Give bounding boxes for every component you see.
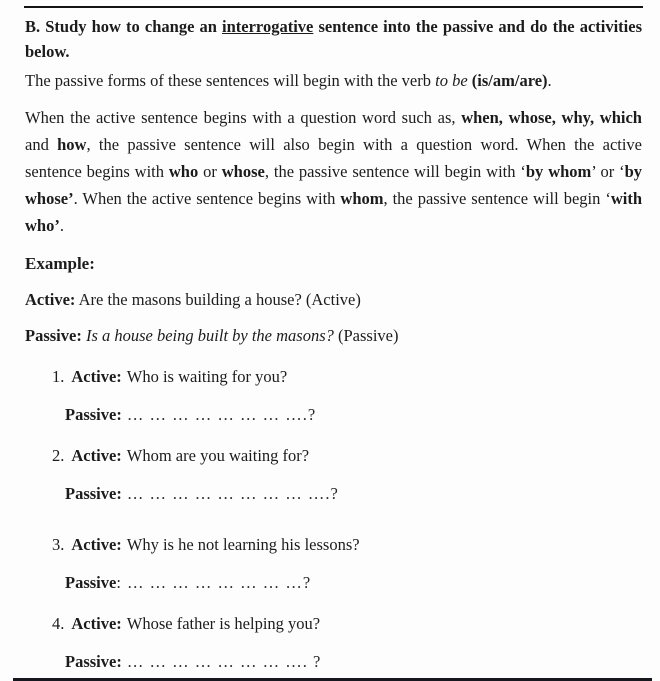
text-segment: Passive: — [25, 326, 82, 345]
text-segment: whom — [340, 189, 384, 208]
text-segment: B. Study how to change an — [25, 17, 223, 36]
exercise-2-active-text: Whom are you waiting for? — [126, 446, 310, 465]
exercise-item-2 — [25, 445, 642, 505]
exercise-item-3 — [25, 534, 642, 594]
text-segment: When the active sentence begins with a question word such as, — [25, 108, 462, 127]
text-segment: who — [168, 162, 199, 181]
top-divider-rule — [24, 6, 643, 8]
text-segment: Is a house being built by the masons? — [85, 326, 334, 345]
text-segment: sentence into the passive and do the activities below. — [25, 17, 643, 61]
exercise-3-number: 3. — [52, 535, 65, 554]
text-segment: , the passive sentence will also begin with a question word. When the active sentence begins with — [25, 135, 643, 181]
exercise-4-passive-label: Passive: — [65, 652, 122, 671]
text-segment: and — [25, 135, 58, 154]
intro-paragraph — [25, 70, 642, 92]
exercise-3-passive-line — [65, 572, 642, 594]
text-segment: to be — [435, 71, 468, 90]
page-content — [25, 10, 642, 673]
exercise-4-answer-blank: … … … … … … … …. ? — [126, 652, 322, 671]
text-segment: The passive forms of these sentences will begin with the verb — [25, 71, 436, 90]
exercise-4-number: 4. — [52, 614, 65, 633]
text-segment: , the passive sentence will begin with ‘ — [264, 162, 526, 181]
exercise-3-active-text: Why is he not learning his lessons? — [126, 535, 360, 554]
exercise-2-answer-blank: … … … … … … … … ….? — [126, 484, 339, 503]
example-label: Example: — [25, 254, 95, 273]
exercise-3-active-line — [52, 534, 642, 556]
exercise-4-active-label: Active: — [71, 614, 122, 633]
text-segment: . — [547, 71, 552, 90]
text-segment: interrogative — [222, 17, 314, 36]
exercise-2-active-label: Active: — [71, 446, 122, 465]
exercise-1-passive-label: Passive: — [65, 405, 122, 424]
text-segment: . When the active sentence begins with — [73, 189, 341, 208]
text-segment: how — [57, 135, 87, 154]
text-segment: by whom — [525, 162, 592, 181]
text-segment: ’ or ‘ — [591, 162, 625, 181]
text-segment: Are the masons building a house? (Active) — [75, 290, 361, 309]
text-segment: whose — [221, 162, 265, 181]
exercise-2-active-line — [52, 445, 642, 467]
exercise-2-passive-line — [65, 483, 642, 505]
exercise-3-passive-label: Passive — [65, 573, 117, 592]
exercise-1-answer-blank: … … … … … … … ….? — [126, 405, 317, 424]
exercise-4-active-text: Whose father is helping you? — [126, 614, 321, 633]
exercise-1-active-line — [52, 366, 642, 388]
exercise-3-answer-blank: : … … … … … … … …? — [116, 573, 312, 592]
exercise-1-active-text: Who is waiting for you? — [126, 367, 288, 386]
text-segment: with who’ — [25, 189, 642, 235]
exercise-item-4 — [25, 613, 642, 673]
exercise-2-number: 2. — [52, 446, 65, 465]
exercise-3-active-label: Active: — [71, 535, 122, 554]
rules-paragraph — [25, 104, 642, 239]
text-segment: (Passive) — [333, 326, 399, 345]
exercise-item-1 — [25, 366, 642, 426]
exercise-4-active-line — [52, 613, 642, 635]
example-active-line — [25, 289, 642, 311]
exercise-1-passive-line — [65, 404, 642, 426]
exercise-1-number: 1. — [52, 367, 65, 386]
exercise-1-active-label: Active: — [71, 367, 122, 386]
text-segment: Active: — [25, 290, 76, 309]
example-passive-line — [25, 325, 642, 347]
text-segment: , the passive sentence will begin ‘ — [383, 189, 611, 208]
text-segment: . — [59, 216, 64, 235]
text-segment: when, whose, why, which — [461, 108, 642, 127]
text-segment: by whose’ — [25, 162, 643, 208]
exercise-2-passive-label: Passive: — [65, 484, 122, 503]
section-heading — [25, 14, 642, 64]
exercise-4-passive-line — [65, 651, 642, 673]
text-segment: (is/am/are) — [471, 71, 548, 90]
text-segment: or — [198, 162, 222, 181]
